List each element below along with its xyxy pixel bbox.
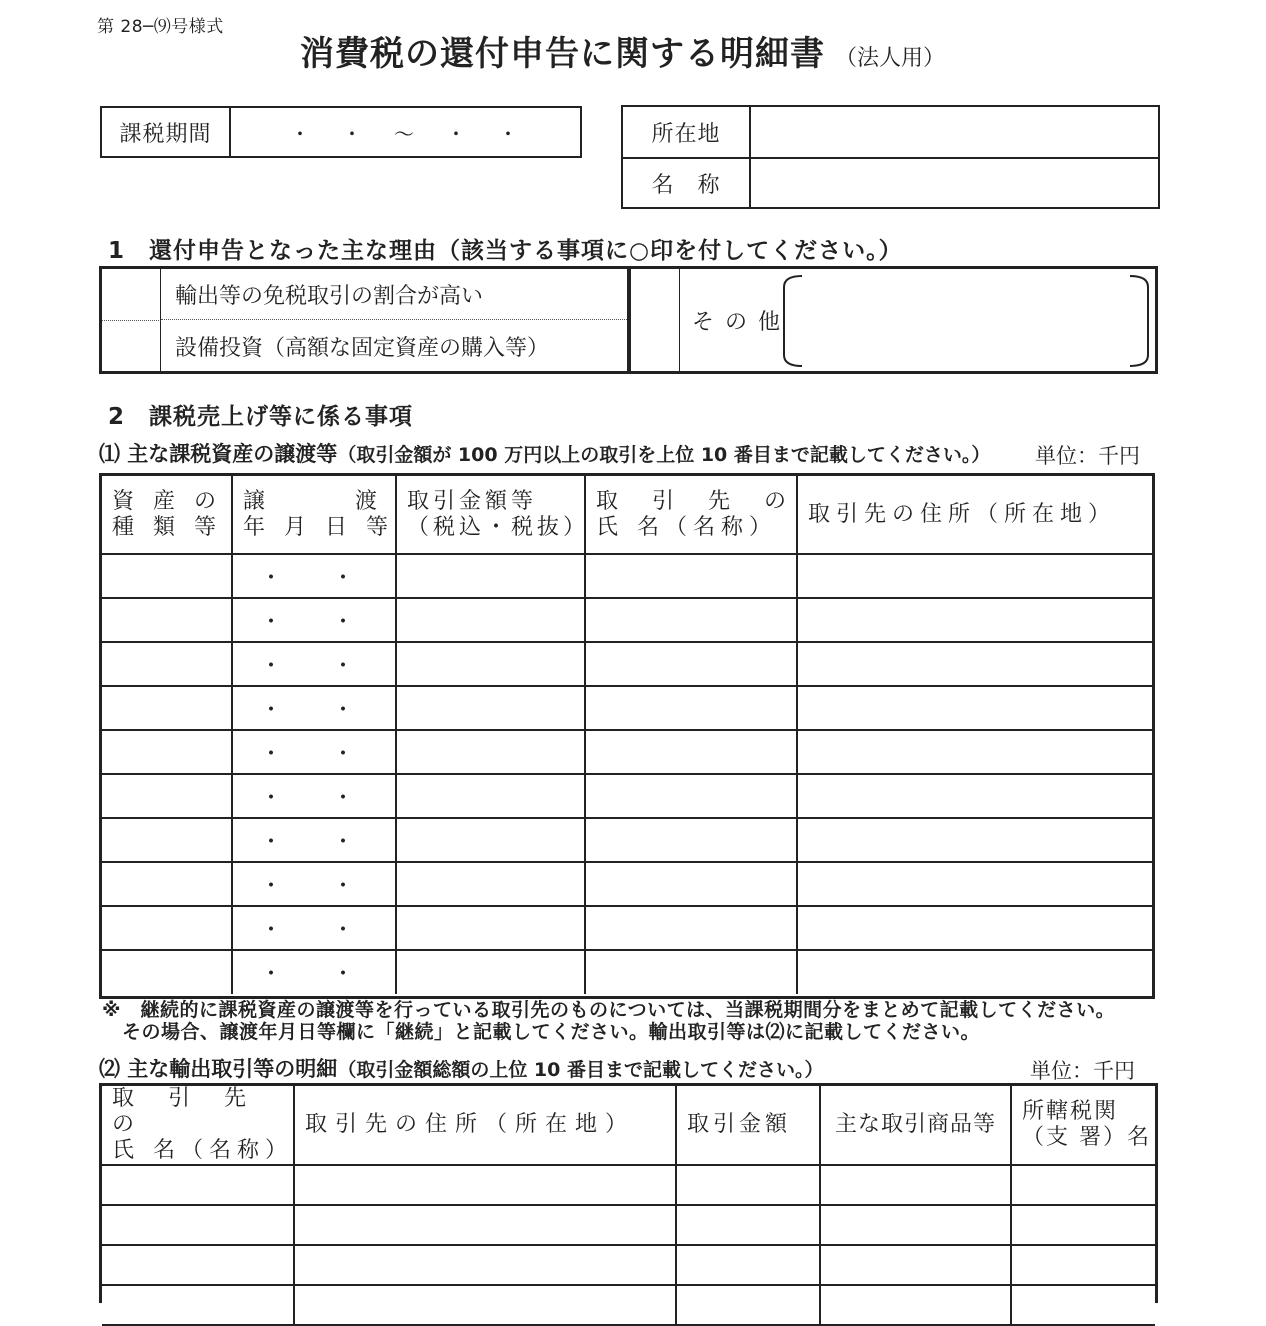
- sub2-heading: ⑵ 主な輸出取引等の明細: [99, 1057, 338, 1081]
- asset-type-cell[interactable]: [102, 862, 232, 906]
- name-label: 名 称: [623, 159, 751, 207]
- company-box: [621, 105, 1160, 209]
- address-field[interactable]: [751, 107, 1158, 159]
- transfer-date-cell[interactable]: ・ ・: [232, 642, 396, 686]
- table-row: [102, 906, 1152, 950]
- asset-type-cell[interactable]: [102, 950, 232, 994]
- transfer-date-cell[interactable]: ・ ・: [232, 774, 396, 818]
- header-text: 取引金額等: [407, 488, 538, 514]
- sub1-heading: ⑴ 主な課税資産の譲渡等: [99, 442, 338, 466]
- name-field[interactable]: [751, 159, 1158, 207]
- partner-name-cell[interactable]: [585, 642, 797, 686]
- partner-name-cell[interactable]: [585, 730, 797, 774]
- partner-address-cell[interactable]: [797, 598, 1152, 642]
- table-row: [102, 642, 1152, 686]
- asset-type-cell[interactable]: [102, 554, 232, 598]
- header-text: 所轄税関: [1022, 1099, 1119, 1124]
- period-box: [100, 106, 582, 158]
- note-line-1: ※ 継続的に課税資産の譲渡等を行っている取引先のものについては、当課税期間分をまとめて記載してください。: [102, 999, 1116, 1021]
- sub2-heading-row: [99, 1053, 823, 1083]
- asset-type-cell[interactable]: [102, 818, 232, 862]
- export-table: [99, 1083, 1158, 1303]
- amount-cell[interactable]: [676, 1285, 820, 1325]
- partner-name-cell[interactable]: [102, 1165, 294, 1205]
- partner-name-cell[interactable]: [102, 1285, 294, 1325]
- address-label: 所在地: [623, 107, 751, 159]
- transfer-date-cell[interactable]: ・ ・: [232, 686, 396, 730]
- amount-cell[interactable]: [396, 642, 585, 686]
- header-goods: [820, 1086, 1011, 1165]
- partner-address-cell[interactable]: [294, 1165, 676, 1205]
- asset-type-cell[interactable]: [102, 906, 232, 950]
- customs-cell[interactable]: [1011, 1165, 1155, 1205]
- header-customs: [1011, 1086, 1155, 1165]
- table-row: [102, 774, 1152, 818]
- table-row: [102, 1285, 1155, 1325]
- header-text: 取 引 先 の: [596, 488, 793, 514]
- header-text: 氏 名（名称）: [112, 1138, 293, 1163]
- partner-address-cell[interactable]: [797, 774, 1152, 818]
- header-text: 取引金額: [687, 1112, 792, 1137]
- header-text: 氏 名（名称）: [596, 514, 777, 540]
- asset-type-cell[interactable]: [102, 686, 232, 730]
- amount-cell[interactable]: [396, 686, 585, 730]
- partner-address-cell[interactable]: [797, 730, 1152, 774]
- customs-cell[interactable]: [1011, 1245, 1155, 1285]
- header-amount: [676, 1086, 820, 1165]
- asset-type-cell[interactable]: [102, 598, 232, 642]
- amount-cell[interactable]: [676, 1205, 820, 1245]
- asset-type-cell[interactable]: [102, 642, 232, 686]
- amount-cell[interactable]: [676, 1165, 820, 1205]
- partner-address-cell[interactable]: [294, 1245, 676, 1285]
- period-field[interactable]: ・ ・ 〜 ・ ・: [290, 121, 524, 146]
- amount-cell[interactable]: [396, 950, 585, 994]
- assets-table-header: [102, 476, 1152, 554]
- table-row: [102, 598, 1152, 642]
- partner-name-cell[interactable]: [585, 554, 797, 598]
- header-text: （税込・税抜）: [407, 514, 590, 540]
- amount-cell[interactable]: [396, 818, 585, 862]
- transfer-date-cell[interactable]: ・ ・: [232, 862, 396, 906]
- table-row: [102, 862, 1152, 906]
- transfer-date-cell[interactable]: ・ ・: [232, 818, 396, 862]
- partner-name-cell[interactable]: [102, 1205, 294, 1245]
- header-partner-address: [294, 1086, 676, 1165]
- header-partner-name: [585, 476, 797, 554]
- partner-address-cell[interactable]: [797, 862, 1152, 906]
- section1-heading: 1 還付申告となった主な理由（該当する事項に○印を付してください。）: [108, 238, 903, 264]
- partner-address-cell[interactable]: [294, 1285, 676, 1325]
- table-row: [102, 730, 1152, 774]
- goods-cell[interactable]: [820, 1245, 1011, 1285]
- partner-name-cell[interactable]: [585, 862, 797, 906]
- reason-box: [99, 266, 1158, 374]
- sub2-unit: 単位：千円: [1030, 1059, 1135, 1083]
- header-partner-address: [797, 476, 1152, 554]
- partner-address-cell[interactable]: [294, 1205, 676, 1245]
- export-table-header: [102, 1086, 1155, 1165]
- period-label: 課税期間: [102, 108, 231, 156]
- transfer-date-cell[interactable]: ・ ・: [232, 950, 396, 994]
- asset-type-cell[interactable]: [102, 730, 232, 774]
- partner-name-cell[interactable]: [585, 818, 797, 862]
- customs-cell[interactable]: [1011, 1285, 1155, 1325]
- table-row: [102, 950, 1152, 994]
- partner-address-cell[interactable]: [797, 554, 1152, 598]
- partner-name-cell[interactable]: [585, 906, 797, 950]
- form-number: 第 28─⑼号様式: [97, 17, 224, 37]
- amount-cell[interactable]: [396, 554, 585, 598]
- table-row: [102, 818, 1152, 862]
- header-text: 主な取引商品等: [835, 1112, 997, 1137]
- amount-cell[interactable]: [396, 598, 585, 642]
- header-text: 資 産 の: [112, 488, 222, 514]
- amount-cell[interactable]: [396, 906, 585, 950]
- reason-label-2: 設備投資（高額な固定資産の購入等）: [175, 335, 550, 361]
- amount-cell[interactable]: [396, 730, 585, 774]
- goods-cell[interactable]: [820, 1205, 1011, 1245]
- sub1-heading-row: [99, 438, 990, 468]
- table-row: [102, 1205, 1155, 1245]
- partner-name-cell[interactable]: [585, 950, 797, 994]
- header-transfer-date: [232, 476, 396, 554]
- section2-heading: 2 課税売上げ等に係る事項: [108, 404, 414, 430]
- amount-cell[interactable]: [396, 774, 585, 818]
- other-field[interactable]: [802, 277, 1142, 365]
- transfer-date-cell[interactable]: ・ ・: [232, 730, 396, 774]
- header-amount: [396, 476, 590, 554]
- partner-name-cell[interactable]: [585, 598, 797, 642]
- table-row: [102, 686, 1152, 730]
- reason-label-1: 輸出等の免税取引の割合が高い: [161, 269, 627, 320]
- table-row: [102, 1165, 1155, 1205]
- partner-address-cell[interactable]: [797, 950, 1152, 994]
- amount-cell[interactable]: [396, 862, 585, 906]
- partner-address-cell[interactable]: [797, 642, 1152, 686]
- note-line-2: その場合、譲渡年月日等欄に「継続」と記載してください。輸出取引等は⑵に記載してください。: [122, 1021, 981, 1043]
- header-partner-name: [102, 1086, 294, 1165]
- amount-cell[interactable]: [676, 1245, 820, 1285]
- partner-address-cell[interactable]: [797, 686, 1152, 730]
- title-sub: （法人用）: [835, 46, 946, 71]
- customs-cell[interactable]: [1011, 1205, 1155, 1245]
- sub2-instruction: （取引金額総額の上位 10 番目まで記載してください。）: [337, 1059, 824, 1081]
- transfer-date-cell[interactable]: ・ ・: [232, 598, 396, 642]
- table-row: [102, 554, 1152, 598]
- header-text: （支 署）名: [1022, 1125, 1151, 1150]
- header-text: 譲 渡: [243, 488, 384, 514]
- partner-name-cell[interactable]: [585, 774, 797, 818]
- partner-address-cell[interactable]: [797, 818, 1152, 862]
- other-label: そ の 他: [692, 309, 782, 335]
- transfer-date-cell[interactable]: ・ ・: [232, 906, 396, 950]
- header-text: 種 類 等: [112, 514, 222, 540]
- reason-check-2[interactable]: [102, 321, 161, 371]
- goods-cell[interactable]: [820, 1285, 1011, 1325]
- partner-name-cell[interactable]: [585, 686, 797, 730]
- header-asset-type: [102, 476, 232, 554]
- reason-check-other[interactable]: [631, 269, 680, 371]
- page-title: [300, 26, 945, 75]
- assets-table: [99, 473, 1155, 999]
- partner-address-cell[interactable]: [797, 906, 1152, 950]
- reason-check-1[interactable]: [102, 269, 161, 321]
- header-text: 取 引 先 の: [112, 1086, 281, 1137]
- title-main: 消費税の還付申告に関する明細書: [300, 34, 825, 74]
- header-text: 取引先の住所（所在地）: [808, 501, 1117, 527]
- asset-type-cell[interactable]: [102, 774, 232, 818]
- table-row: [102, 1245, 1155, 1285]
- sub1-instruction: （取引金額が 100 万円以上の取引を上位 10 番目まで記載してください。）: [337, 444, 991, 466]
- header-text: 年 月 日 等: [243, 514, 394, 540]
- partner-name-cell[interactable]: [102, 1245, 294, 1285]
- header-text: 取引先の住所（所在地）: [305, 1112, 636, 1137]
- goods-cell[interactable]: [820, 1165, 1011, 1205]
- transfer-date-cell[interactable]: ・ ・: [232, 554, 396, 598]
- sub1-unit: 単位：千円: [1035, 444, 1140, 468]
